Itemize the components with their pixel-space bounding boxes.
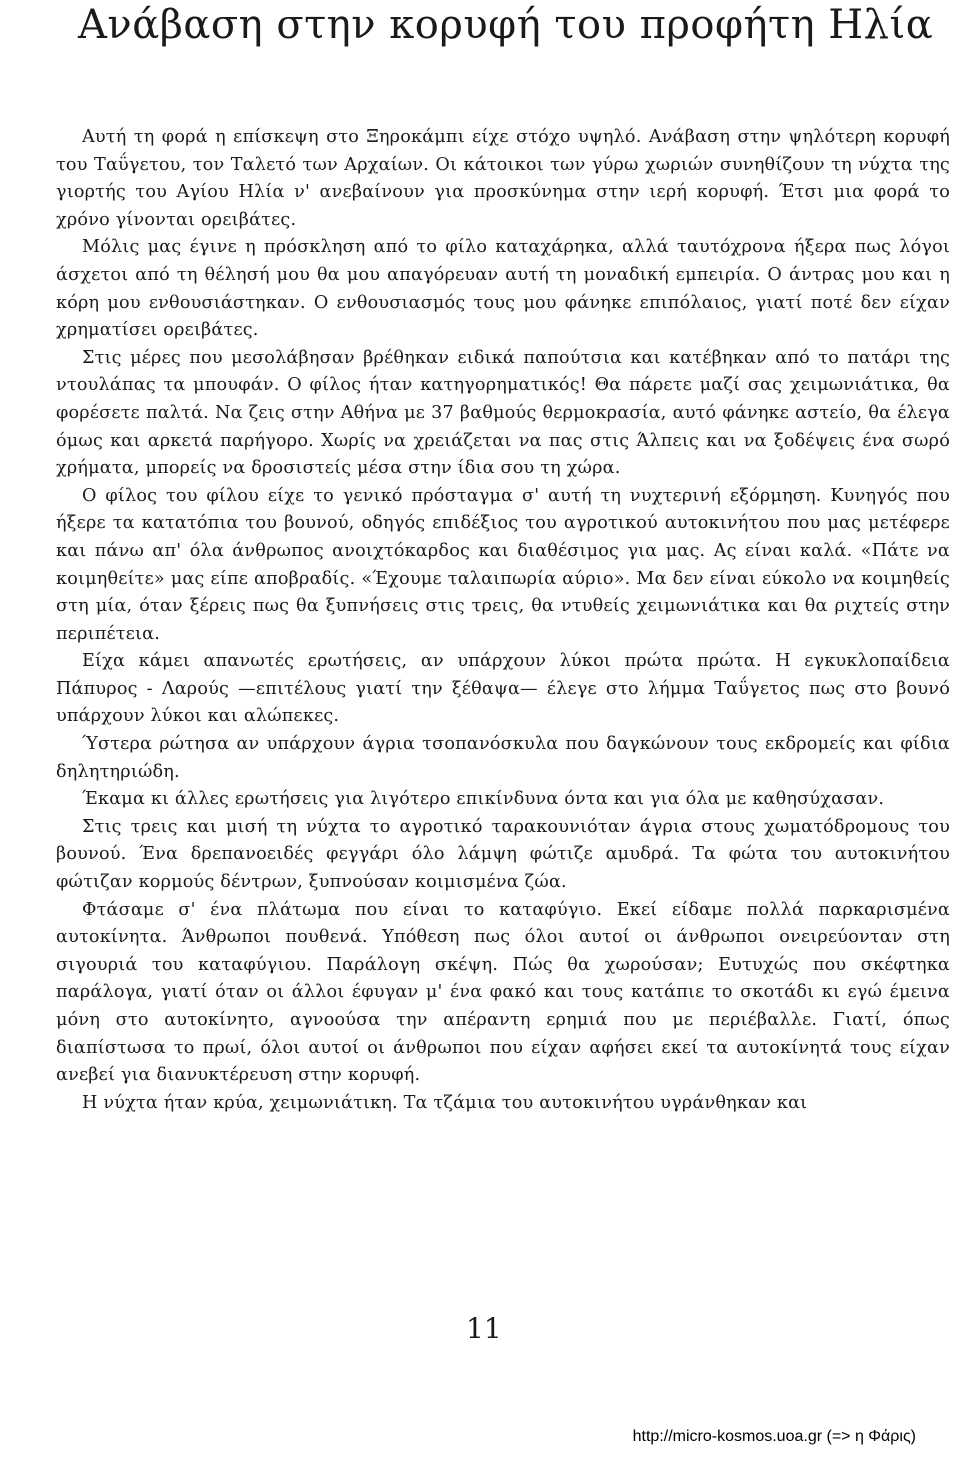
paragraph: Ο φίλος του φίλου είχε το γενικό πρόσταγμα σ' αυτή τη νυχτερινή εξόρμηση. Κυνηγός που ήξερε τα κατατόπια του βουνού, οδηγός επιδέξιος του αγροτικού αυτοκινήτου που μας μετέφερε και πάνω απ' όλα άνθρωπος ανοιχτόκαρδος και διαθέσιμος για μας. Ας είναι καλά. «Πάτε να κοιμηθείτε» μας είπε αποβραδίς. «Έχουμε ταλαιπωρία αύριο». Μα δεν είναι εύκολο να κοιμηθείς στη μία, όταν ξέρεις πως θα ξυπνήσεις στις τρεις, θα ντυθείς χειμωνιάτικα και θα ριχτείς στην περιπέτεια. (56, 485, 950, 644)
paragraph: Είχα κάμει απανωτές ερωτήσεις, αν υπάρχουν λύκοι πρώτα πρώτα. Η εγκυκλοπαίδεια Πάπυρος - Λαρούς —επιτέλους γιατί την ξέθαψα— έλεγε στο λήμμα Ταΰγετος πως στο βουνό υπάρχουν λύκοι και αλώπεκες. (56, 651, 950, 727)
document-title: Ανάβαση στην κορυφή του προφήτη Ηλία (78, 2, 934, 48)
paragraph: Στις τρεις και μισή τη νύχτα το αγροτικό ταρακουνιόταν άγρια στους χωματόδρομους του βουνού. Ένα δρεπανοειδές φεγγάρι όλο λάμψη φώτιζε αμυδρά. Τα φώτα του αυτοκινήτου φώτιζαν κορμούς δέντρων, ξυπνούσαν κοιμισμένα ζώα. (56, 816, 950, 893)
paragraph: Μόλις μας έγινε η πρόσκληση από το φίλο καταχάρηκα, αλλά ταυτόχρονα ήξερα πως λόγοι άσχετοι από τη θέλησή μου θα μου απαγόρευαν αυτή τη μοναδική εμπειρία. Ο άντρας μου και η κόρη μου ενθουσιάστηκαν. Ο ενθουσιασμός τους μου φάνηκε επιπόλαιος, γιατί ποτέ δεν είχαν χρηματίσει ορειβάτες. (56, 237, 950, 341)
paragraph: Η νύχτα ήταν κρύα, χειμωνιάτικη. Τα τζάμια του αυτοκινήτου υγράνθηκαν και (82, 1092, 808, 1113)
footer-source-link[interactable]: http://micro-kosmos.uoa.gr (=> η Φάρις) (632, 1428, 916, 1445)
paragraph: Στις μέρες που μεσολάβησαν βρέθηκαν ειδικά παπούτσια και κατέβηκαν από το πατάρι της ντουλάπας τα μπουφάν. Ο φίλος ήταν κατηγορηματικός! Θα πάρετε μαζί σας χειμωνιάτικα, θα φορέσετε παλτά. Να ζεις στην Αθήνα με 37 βαθμούς θερμοκρασία, αυτό φάνηκε αστείο, θα έλεγα όμως και αρκετά παρήγορο. Χωρίς να χρειάζεται να πας στις Άλπεις και να ξοδέψεις ένα σωρό χρήματα, μπορείς να δροσιστείς μέσα στην ίδια σου τη χώρα. (56, 347, 950, 479)
paragraph: Ύστερα ρώτησα αν υπάρχουν άγρια τσοπανόσκυλα που δαγκώνουν τους εκδρομείς και φίδια δηλητηριώδη. (56, 734, 950, 782)
paragraph: Έκαμα κι άλλες ερωτήσεις για λιγότερο επικίνδυνα όντα και για όλα με καθησύχασαν. (82, 789, 885, 810)
paragraph: Αυτή τη φορά η επίσκεψη στο Ξηροκάμπι είχε στόχο υψηλό. Ανάβαση στην ψηλότερη κορυφή του Ταΰγετου, τον Ταλετό των Αρχαίων. Οι κάτοικοι των γύρω χωριών συνηθίζουν τη νύχτα της γιορτής του Αγίου Ηλία ν' ανεβαίνουν για προσκύνημα στην ιερή κορυφή. Έτσι μια φορά το χρόνο γίνονται ορειβάτες. (56, 127, 950, 230)
paragraph: Φτάσαμε σ' ένα πλάτωμα που είναι το καταφύγιο. Εκεί είδαμε πολλά παρκαρισμένα αυτοκίνητα. Άνθρωποι πουθενά. Υπόθεση πως όλοι αυτοί οι άνθρωποι ονειρεύονταν στη σιγουριά του καταφύγιου. Παράλογη σκέψη. Πώς θα χωρούσαν; Ευτυχώς που σκέφτηκα παράλογα, γιατί όταν οι άλλοι έφυγαν μ' ένα φακό και τους κατάπιε το σκοτάδι κι εγώ έμεινα μόνη στο αυτοκίνητο, αγνοούσα την απέραντη ερημιά που με περιέβαλλε. Γιατί, όπως διαπίστωσα το πρωί, όλοι αυτοί οι άνθρωποι που είχαν αφήσει εκεί τα αυτοκίνητά τους είχαν ανεβεί για διανυκτέρευση στην κορυφή. (56, 899, 950, 1086)
document-body (56, 124, 950, 1117)
page-number: 11 (466, 1312, 502, 1345)
